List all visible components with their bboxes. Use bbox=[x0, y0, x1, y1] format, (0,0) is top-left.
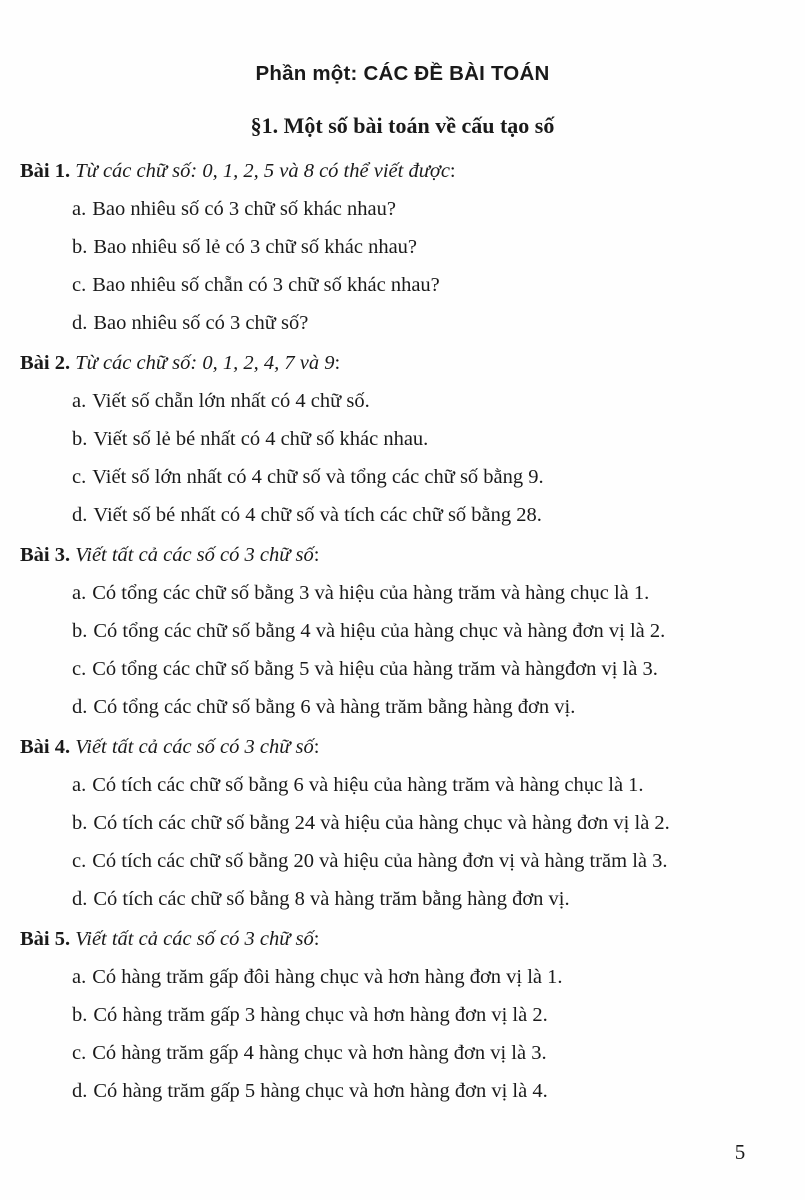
exercise-label: Bài 5. bbox=[20, 928, 71, 950]
item-letter: a. bbox=[72, 390, 87, 412]
item-text: Bao nhiêu số chẵn có 3 chữ số khác nhau? bbox=[92, 274, 440, 296]
item-letter: d. bbox=[72, 888, 88, 910]
prompt-colon: : bbox=[313, 544, 320, 566]
item-text: Có hàng trăm gấp 3 hàng chục và hơn hàng đơn vị là 2. bbox=[93, 1004, 548, 1026]
item-text: Viết số chẵn lớn nhất có 4 chữ số. bbox=[92, 390, 370, 412]
item-text: Có tích các chữ số bằng 24 và hiệu của hàng chục và hàng đơn vị là 2. bbox=[93, 812, 670, 834]
item-text: Viết số lẻ bé nhất có 4 chữ số khác nhau. bbox=[93, 428, 429, 450]
exercise-item bbox=[20, 501, 790, 529]
item-letter: b. bbox=[72, 428, 88, 450]
exercise-item bbox=[20, 1001, 790, 1029]
item-text: Viết số lớn nhất có 4 chữ số và tổng các chữ số bằng 9. bbox=[92, 466, 544, 488]
exercise-label: Bài 3. bbox=[20, 544, 71, 566]
exercise-item bbox=[20, 463, 790, 491]
exercise-item bbox=[20, 963, 790, 991]
prompt-colon: : bbox=[313, 928, 320, 950]
exercise-prompt: Từ các chữ số: 0, 1, 2, 4, 7 và 9 bbox=[75, 352, 335, 374]
exercise-item bbox=[20, 655, 790, 683]
item-text: Bao nhiêu số có 3 chữ số khác nhau? bbox=[92, 198, 396, 220]
item-text: Có hàng trăm gấp đôi hàng chục và hơn hàng đơn vị là 1. bbox=[92, 966, 563, 988]
exercise-heading bbox=[20, 925, 790, 953]
prompt-colon: : bbox=[334, 352, 341, 374]
exercise-2 bbox=[20, 349, 790, 529]
item-letter: d. bbox=[72, 312, 88, 334]
exercise-prompt: Viết tất cả các số có 3 chữ số bbox=[75, 736, 314, 758]
item-letter: b. bbox=[72, 1004, 88, 1026]
item-letter: a. bbox=[72, 966, 87, 988]
exercise-1 bbox=[20, 157, 790, 337]
exercise-item bbox=[20, 885, 790, 913]
exercise-prompt: Từ các chữ số: 0, 1, 2, 5 và 8 có thể viết được bbox=[75, 160, 450, 182]
exercise-item bbox=[20, 693, 790, 721]
exercise-item bbox=[20, 387, 790, 415]
exercise-item bbox=[20, 309, 790, 337]
item-text: Bao nhiêu số có 3 chữ số? bbox=[93, 312, 309, 334]
exercise-item bbox=[20, 1039, 790, 1067]
exercise-label: Bài 4. bbox=[20, 736, 71, 758]
page-number: 5 bbox=[734, 1140, 746, 1164]
exercise-item bbox=[20, 233, 790, 261]
item-letter: d. bbox=[72, 1080, 88, 1102]
item-letter: c. bbox=[72, 274, 87, 296]
item-letter: a. bbox=[72, 582, 87, 604]
exercise-item bbox=[20, 425, 790, 453]
exercise-heading bbox=[20, 733, 790, 761]
item-text: Có hàng trăm gấp 4 hàng chục và hơn hàng đơn vị là 3. bbox=[92, 1042, 547, 1064]
item-text: Có tích các chữ số bằng 8 và hàng trăm bằng hàng đơn vị. bbox=[93, 888, 570, 910]
exercise-heading bbox=[20, 541, 790, 569]
exercise-label: Bài 2. bbox=[20, 352, 71, 374]
item-letter: d. bbox=[72, 696, 88, 718]
exercise-item bbox=[20, 617, 790, 645]
item-letter: a. bbox=[72, 774, 87, 796]
exercise-5 bbox=[20, 925, 790, 1105]
item-text: Có tích các chữ số bằng 6 và hiệu của hàng trăm và hàng chục là 1. bbox=[92, 774, 644, 796]
exercise-item bbox=[20, 771, 790, 799]
prompt-colon: : bbox=[449, 160, 456, 182]
part-title: Phần một: CÁC ĐỀ BÀI TOÁN bbox=[255, 62, 550, 85]
item-text: Có tích các chữ số bằng 20 và hiệu của hàng đơn vị và hàng trăm là 3. bbox=[92, 850, 668, 872]
exercise-label: Bài 1. bbox=[20, 160, 71, 182]
item-letter: c. bbox=[72, 466, 87, 488]
exercise-prompt: Viết tất cả các số có 3 chữ số bbox=[75, 928, 314, 950]
item-letter: b. bbox=[72, 812, 88, 834]
exercise-4 bbox=[20, 733, 790, 913]
item-letter: c. bbox=[72, 658, 87, 680]
exercise-item bbox=[20, 271, 790, 299]
exercise-item bbox=[20, 809, 790, 837]
exercise-prompt: Viết tất cả các số có 3 chữ số bbox=[75, 544, 314, 566]
exercise-item bbox=[20, 579, 790, 607]
item-letter: b. bbox=[72, 620, 88, 642]
item-text: Có tổng các chữ số bằng 3 và hiệu của hàng trăm và hàng chục là 1. bbox=[92, 582, 650, 604]
item-letter: a. bbox=[72, 198, 87, 220]
exercise-list bbox=[20, 157, 790, 1117]
item-text: Có tổng các chữ số bằng 5 và hiệu của hàng trăm và hàngđơn vị là 3. bbox=[92, 658, 658, 680]
item-text: Có hàng trăm gấp 5 hàng chục và hơn hàng đơn vị là 4. bbox=[93, 1080, 548, 1102]
exercise-item bbox=[20, 1077, 790, 1105]
item-letter: c. bbox=[72, 1042, 87, 1064]
exercise-heading bbox=[20, 349, 790, 377]
item-text: Có tổng các chữ số bằng 4 và hiệu của hàng chục và hàng đơn vị là 2. bbox=[93, 620, 666, 642]
item-letter: c. bbox=[72, 850, 87, 872]
exercise-heading bbox=[20, 157, 790, 185]
section-title: §1. Một số bài toán về cấu tạo số bbox=[250, 113, 555, 138]
item-letter: b. bbox=[72, 236, 88, 258]
exercise-3 bbox=[20, 541, 790, 721]
item-letter: d. bbox=[72, 504, 88, 526]
prompt-colon: : bbox=[313, 736, 320, 758]
item-text: Viết số bé nhất có 4 chữ số và tích các chữ số bằng 28. bbox=[93, 504, 542, 526]
item-text: Bao nhiêu số lẻ có 3 chữ số khác nhau? bbox=[93, 236, 418, 258]
exercise-item bbox=[20, 195, 790, 223]
item-text: Có tổng các chữ số bằng 6 và hàng trăm bằng hàng đơn vị. bbox=[93, 696, 576, 718]
exercise-item bbox=[20, 847, 790, 875]
